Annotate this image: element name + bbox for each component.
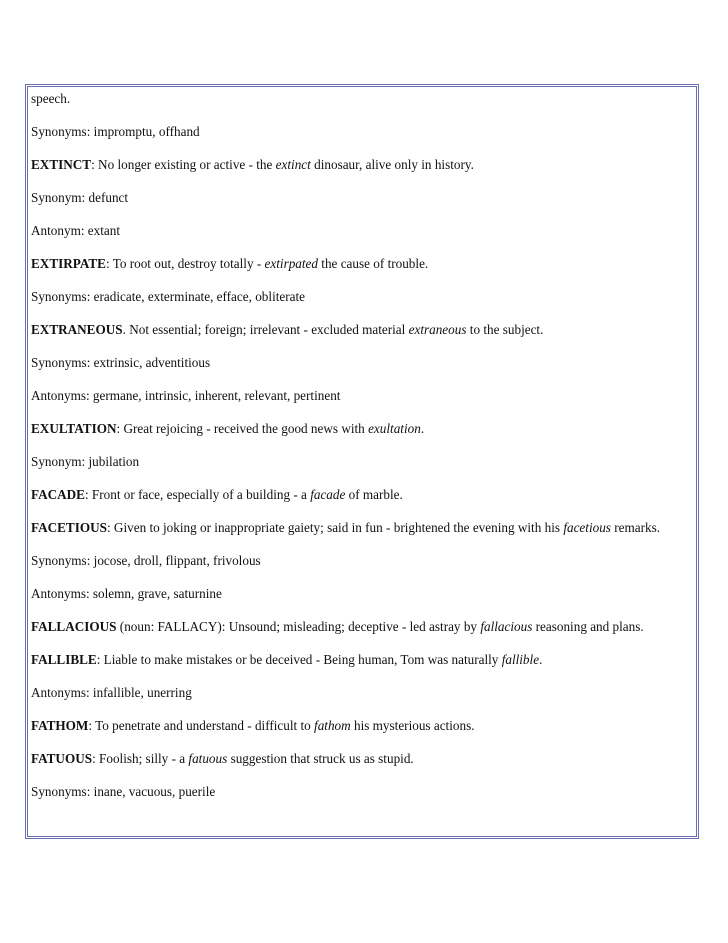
entry-line (31, 454, 696, 471)
definition-entry (31, 421, 696, 438)
definition-text: the cause of trouble. (318, 256, 429, 271)
entry-text: Antonyms: germane, intrinsic, inherent, relevant, pertinent (31, 388, 341, 403)
example-word: fathom (314, 718, 351, 733)
headword: FATHOM (31, 718, 89, 733)
headword: EXULTATION (31, 421, 117, 436)
definition-text: : Given to joking or inappropriate gaiety; said in fun - brightened the evening with his (106, 520, 564, 535)
entry-text: Synonym: defunct (31, 190, 129, 205)
definition-entry (31, 751, 696, 768)
entry-text: Antonym: extant (31, 223, 121, 238)
example-word: fallible (501, 652, 540, 667)
headword: FACETIOUS (31, 520, 107, 535)
headword: FALLACIOUS (31, 619, 117, 634)
entry-text: speech. (31, 91, 71, 106)
example-word: facetious (563, 520, 611, 535)
entry-list (31, 91, 696, 801)
entry-text: Antonyms: infallible, unerring (31, 685, 192, 700)
entry-line (31, 685, 696, 702)
example-word: extinct (275, 157, 311, 172)
entry-line (31, 784, 696, 801)
definition-text: : Great rejoicing - received the good news with (116, 421, 369, 436)
entry-line (31, 553, 696, 570)
definition-text: . Not essential; foreign; irrelevant - excluded material (122, 322, 409, 337)
definition-text: . (539, 652, 543, 667)
entry-text: Synonyms: inane, vacuous, puerile (31, 784, 216, 799)
definition-text: : To root out, destroy totally - (105, 256, 265, 271)
entry-text: Synonym: jubilation (31, 454, 140, 469)
definition-text: reasoning and plans. (532, 619, 644, 634)
headword: EXTRANEOUS (31, 322, 123, 337)
headword: FALLIBLE (31, 652, 97, 667)
example-word: exultation (368, 421, 421, 436)
headword: FACADE (31, 487, 85, 502)
definition-entry (31, 322, 696, 339)
entry-line (31, 223, 696, 240)
definition-entry (31, 520, 696, 537)
entry-text: Synonyms: eradicate, exterminate, efface, obliterate (31, 289, 306, 304)
definition-text: : To penetrate and understand - difficult to (88, 718, 315, 733)
example-word: extirpated (264, 256, 318, 271)
definition-text: dinosaur, alive only in history. (310, 157, 474, 172)
headword: FATUOUS (31, 751, 93, 766)
definition-entry (31, 718, 696, 735)
definition-text: his mysterious actions. (350, 718, 475, 733)
example-word: fatuous (188, 751, 228, 766)
entry-text: Synonyms: impromptu, offhand (31, 124, 200, 139)
entry-line (31, 91, 696, 108)
definition-entry (31, 256, 696, 273)
headword: EXTINCT (31, 157, 92, 172)
document-frame (25, 84, 699, 839)
definition-text: : Front or face, especially of a building - a (84, 487, 311, 502)
entry-text: Antonyms: solemn, grave, saturnine (31, 586, 222, 601)
definition-text: . (420, 421, 425, 436)
entry-line (31, 586, 696, 603)
definition-entry (31, 619, 696, 636)
headword: EXTIRPATE (31, 256, 106, 271)
definition-entry (31, 652, 696, 669)
definition-text: (noun: FALLACY): Unsound; misleading; deceptive - led astray by (116, 619, 481, 634)
definition-text: to the subject. (466, 322, 544, 337)
definition-text: remarks. (610, 520, 661, 535)
example-word: facade (310, 487, 346, 502)
definition-text: : Foolish; silly - a (92, 751, 189, 766)
definition-entry (31, 487, 696, 504)
definition-text: : Liable to make mistakes or be deceived - Being human, Tom was naturally (96, 652, 502, 667)
example-word: extraneous (408, 322, 467, 337)
entry-text: Synonyms: jocose, droll, flippant, frivolous (31, 553, 261, 568)
definition-text: : No longer existing or active - the (91, 157, 276, 172)
entry-line (31, 388, 696, 405)
definition-text: of marble. (345, 487, 403, 502)
example-word: fallacious (480, 619, 533, 634)
definition-entry (31, 157, 696, 174)
entry-line (31, 355, 696, 372)
entry-line (31, 289, 696, 306)
entry-line (31, 124, 696, 141)
entry-line (31, 190, 696, 207)
entry-text: Synonyms: extrinsic, adventitious (31, 355, 211, 370)
definition-text: suggestion that struck us as stupid. (227, 751, 414, 766)
